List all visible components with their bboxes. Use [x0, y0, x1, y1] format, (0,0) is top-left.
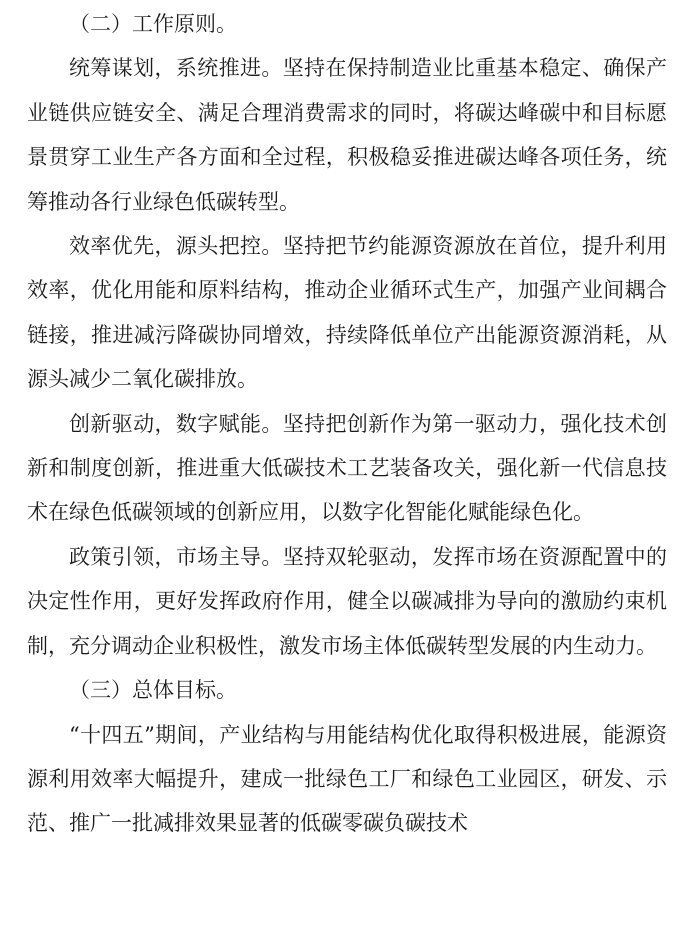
principle-paragraph-2 [27, 224, 667, 402]
principle-body: 坚持双轮驱动，发挥市场在资源配置中的决定性作用，更好发挥政府作用，健全以碳减排为导向的激励约束机制，充分调动企业积极性，激发市场主体低碳转型发展的内生动力。 [27, 544, 667, 658]
principle-body: 坚持在保持制造业比重基本稳定、确保产业链供应链安全、满足合理消费需求的同时，将碳达峰碳中和目标愿景贯穿工业生产各方面和全过程，积极稳妥推进碳达峰各项任务，统筹推动各行业绿色低碳转型。 [27, 56, 667, 214]
heading-text: （二）工作原则。 [69, 12, 237, 36]
section-heading-overall-goals [27, 668, 667, 712]
goal-paragraph: “十四五”期间，产业结构与用能结构优化取得积极进展，能源资源利用效率大幅提升，建成一批绿色工厂和绿色工业园区，研发、示范、推广一批减排效果显著的低碳零碳负碳技术 [27, 722, 667, 836]
principle-paragraph-3 [27, 402, 667, 535]
principle-title: 效率优先，源头把控。 [69, 234, 283, 259]
principle-title: 创新驱动，数字赋能。 [69, 411, 283, 436]
principle-paragraph-4 [27, 535, 667, 668]
principle-body: 坚持把节约能源资源放在首位，提升利用效率，优化用能和原料结构，推动企业循环式生产，加强产业间耦合链接，推进减污降碳协同增效，持续降低单位产出能源资源消耗，从源头减少二氧化碳排放。 [27, 234, 667, 392]
document-body [27, 2, 667, 846]
section-heading-work-principles [27, 2, 667, 46]
heading-text: （三）总体目标。 [69, 678, 237, 703]
principle-body: 坚持把创新作为第一驱动力，强化技术创新和制度创新，推进重大低碳技术工艺装备攻关，强化新一代信息技术在绿色低碳领域的创新应用，以数字化智能化赋能绿色化。 [27, 411, 667, 525]
principle-title: 统筹谋划，系统推进。 [69, 56, 283, 81]
principle-title: 政策引领，市场主导。 [69, 544, 283, 569]
principle-paragraph-1 [27, 46, 667, 224]
